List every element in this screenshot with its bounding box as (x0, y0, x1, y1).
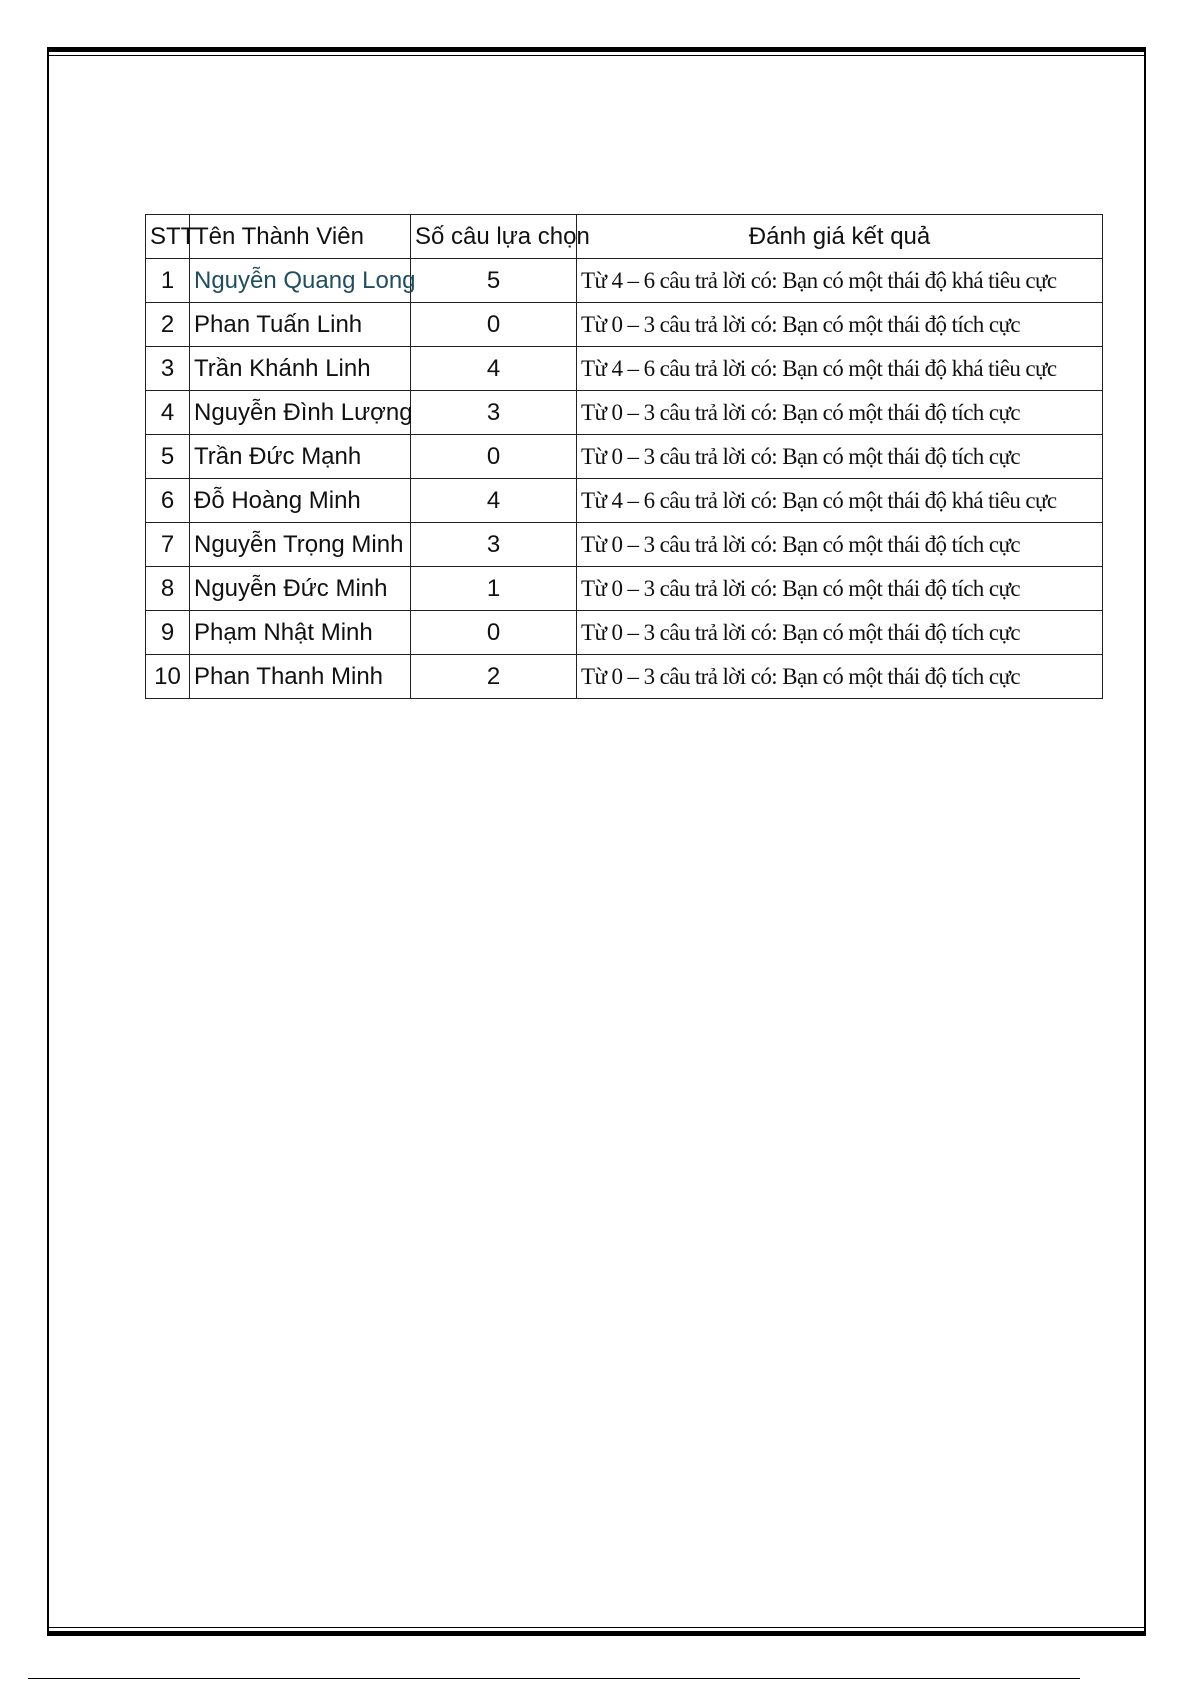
cell-stt: 5 (146, 435, 190, 479)
cell-count: 3 (411, 391, 577, 435)
cell-count: 5 (411, 259, 577, 303)
cell-name: Nguyễn Đức Minh (190, 567, 411, 611)
cell-stt: 8 (146, 567, 190, 611)
cell-stt: 10 (146, 655, 190, 699)
table-row (146, 655, 1103, 699)
cell-name: Phan Tuấn Linh (190, 303, 411, 347)
cell-eval: Từ 0 – 3 câu trả lời có: Bạn có một thái độ tích cực (577, 567, 1103, 611)
cell-name: Trần Khánh Linh (190, 347, 411, 391)
table-row (146, 523, 1103, 567)
border-top-thick (47, 47, 1146, 52)
cell-count: 3 (411, 523, 577, 567)
border-right (1144, 47, 1146, 1636)
table-row (146, 391, 1103, 435)
header-name: Tên Thành Viên (190, 215, 411, 259)
cell-eval: Từ 0 – 3 câu trả lời có: Bạn có một thái độ tích cực (577, 303, 1103, 347)
cell-count: 1 (411, 567, 577, 611)
cell-stt: 1 (146, 259, 190, 303)
table-row (146, 479, 1103, 523)
cell-name: Trần Đức Mạnh (190, 435, 411, 479)
cell-eval: Từ 4 – 6 câu trả lời có: Bạn có một thái độ khá tiêu cực (577, 347, 1103, 391)
header-count: Số câu lựa chọn (411, 215, 577, 259)
cell-name: Nguyễn Quang Long (190, 259, 411, 303)
table-row (146, 611, 1103, 655)
cell-eval: Từ 4 – 6 câu trả lời có: Bạn có một thái độ khá tiêu cực (577, 479, 1103, 523)
table-row (146, 303, 1103, 347)
cell-name: Nguyễn Trọng Minh (190, 523, 411, 567)
cell-stt: 9 (146, 611, 190, 655)
table-header-row (146, 215, 1103, 259)
cell-count: 0 (411, 611, 577, 655)
table-row (146, 567, 1103, 611)
cell-count: 0 (411, 303, 577, 347)
cell-count: 0 (411, 435, 577, 479)
cell-stt: 4 (146, 391, 190, 435)
cell-stt: 6 (146, 479, 190, 523)
cell-eval: Từ 0 – 3 câu trả lời có: Bạn có một thái độ tích cực (577, 611, 1103, 655)
cell-name: Phan Thanh Minh (190, 655, 411, 699)
border-bottom-thin (47, 1627, 1146, 1628)
cell-eval: Từ 0 – 3 câu trả lời có: Bạn có một thái độ tích cực (577, 655, 1103, 699)
cell-eval: Từ 0 – 3 câu trả lời có: Bạn có một thái độ tích cực (577, 391, 1103, 435)
cell-name: Nguyễn Đình Lượng (190, 391, 411, 435)
border-bottom-thick (47, 1631, 1146, 1636)
cell-eval: Từ 4 – 6 câu trả lời có: Bạn có một thái độ khá tiêu cực (577, 259, 1103, 303)
border-left (47, 47, 49, 1636)
cell-count: 4 (411, 347, 577, 391)
cell-stt: 7 (146, 523, 190, 567)
cell-count: 2 (411, 655, 577, 699)
header-eval: Đánh giá kết quả (577, 215, 1103, 259)
results-table (145, 214, 1103, 699)
cell-name: Đỗ Hoàng Minh (190, 479, 411, 523)
table-row (146, 259, 1103, 303)
cell-eval: Từ 0 – 3 câu trả lời có: Bạn có một thái độ tích cực (577, 435, 1103, 479)
border-top-thin (47, 55, 1146, 56)
table-row (146, 435, 1103, 479)
cell-count: 4 (411, 479, 577, 523)
table-row (146, 347, 1103, 391)
footer-rule (28, 1678, 1080, 1679)
cell-eval: Từ 0 – 3 câu trả lời có: Bạn có một thái độ tích cực (577, 523, 1103, 567)
cell-stt: 3 (146, 347, 190, 391)
cell-name: Phạm Nhật Minh (190, 611, 411, 655)
cell-stt: 2 (146, 303, 190, 347)
header-stt: STT (146, 215, 190, 259)
